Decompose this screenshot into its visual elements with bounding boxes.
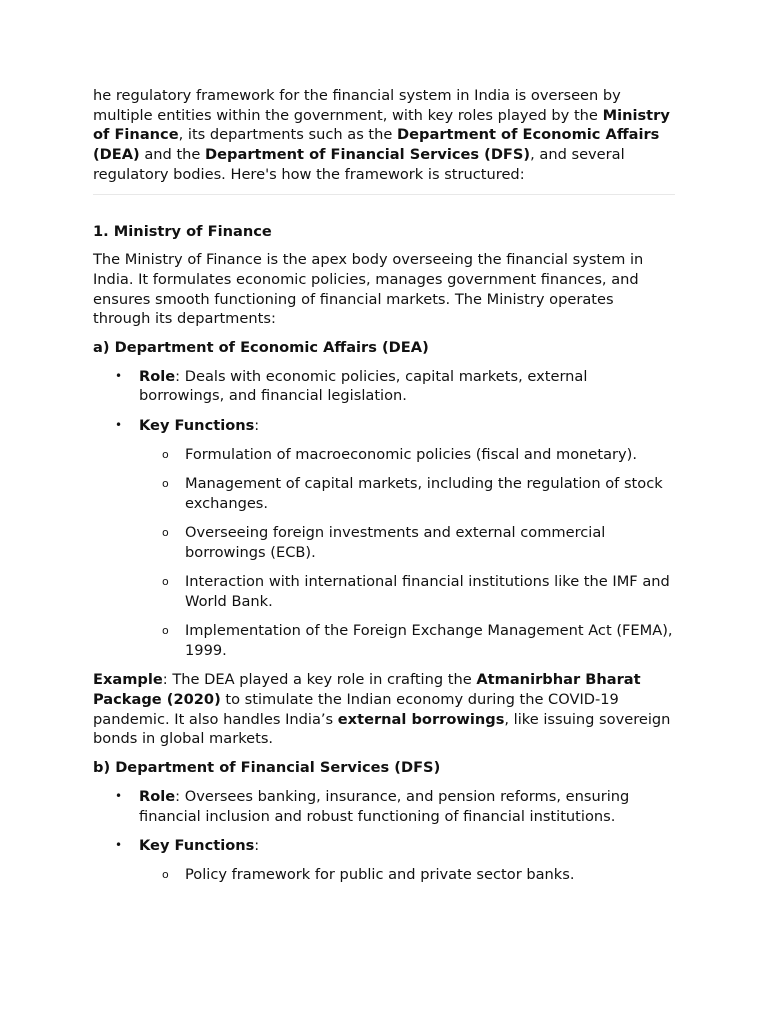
bullet-icon: • <box>115 417 123 432</box>
circle-bullet-icon: o <box>162 477 169 491</box>
list-item <box>139 523 675 562</box>
circle-bullet-icon: o <box>162 624 169 638</box>
function-text: Management of capital markets, including the regulation of stock exchanges. <box>185 475 663 513</box>
circle-bullet-icon: o <box>162 448 169 462</box>
circle-bullet-icon: o <box>162 526 169 540</box>
dfs-heading: b) Department of Financial Services (DFS) <box>93 759 441 777</box>
list-item <box>93 787 675 826</box>
dea-list <box>93 367 675 661</box>
function-text: Overseeing foreign investments and external commercial borrowings (ECB). <box>185 524 606 562</box>
intro-text: , its departments such as the <box>178 126 398 144</box>
list-item <box>139 865 675 885</box>
key-functions-label: Key Functions <box>139 416 255 434</box>
intro-text: and the <box>139 146 206 164</box>
function-text: Policy framework for public and private sector banks. <box>185 866 575 884</box>
list-item <box>93 367 675 406</box>
document-body <box>93 86 675 894</box>
dea-example-paragraph <box>93 670 675 749</box>
circle-bullet-icon: o <box>162 575 169 589</box>
example-text: to stimulate the Indian economy during the COVID-19 pandemic. It also handles India’s <box>93 691 619 728</box>
list-item <box>93 416 675 661</box>
intro-paragraph <box>93 86 675 185</box>
example-bold-borrowings: external borrowings <box>337 710 505 728</box>
bullet-icon: • <box>115 368 123 383</box>
role-label: Role <box>139 787 176 805</box>
dea-functions-list <box>139 445 675 661</box>
example-bold-package: Atmanirbhar Bharat Package (2020) <box>93 671 641 709</box>
function-text: Implementation of the Foreign Exchange Management Act (FEMA), 1999. <box>185 622 673 660</box>
function-text: Interaction with international financial institutions like the IMF and World Bank. <box>185 573 670 611</box>
list-item <box>139 621 675 660</box>
list-item <box>139 572 675 611</box>
function-text: Formulation of macroeconomic policies (fiscal and monetary). <box>185 446 637 464</box>
example-text: , like issuing sovereign bonds in global markets. <box>93 710 671 748</box>
list-item <box>93 836 675 885</box>
role-label: Role <box>139 367 176 385</box>
key-functions-colon: : <box>254 836 260 854</box>
role-text: : Oversees banking, insurance, and pension reforms, ensuring financial inclusion and robust functioning of financial institutions. <box>139 787 630 825</box>
dfs-functions-list <box>139 865 675 885</box>
circle-bullet-icon: o <box>162 868 169 882</box>
list-item <box>139 445 675 465</box>
intro-text: , and several regulatory bodies. Here's how the framework is structured: <box>93 146 625 183</box>
bullet-icon: • <box>115 837 123 852</box>
ministry-paragraph: The Ministry of Finance is the apex body overseeing the financial system in India. It formulates economic policies, manages government finances, and ensures smooth functioning of financial markets. The Ministry operates through its departments: <box>93 251 644 328</box>
example-label: Example <box>93 671 163 689</box>
example-text: : The DEA played a key role in crafting the <box>162 671 477 689</box>
dea-heading: a) Department of Economic Affairs (DEA) <box>93 339 429 357</box>
key-functions-label: Key Functions <box>139 836 255 854</box>
divider <box>93 194 675 195</box>
role-text: : Deals with economic policies, capital markets, external borrowings, and financial legislation. <box>139 367 588 405</box>
section-heading-ministry: 1. Ministry of Finance <box>93 222 272 240</box>
intro-bold-ministry: Ministry of Finance <box>93 106 670 144</box>
intro-text: he regulatory framework for the financial system in India is overseen by multiple entities within the government, with key roles played by the <box>93 87 621 124</box>
intro-bold-dfs: Department of Financial Services (DFS) <box>205 146 531 164</box>
intro-bold-dea: Department of Economic Affairs (DEA) <box>93 126 660 164</box>
key-functions-colon: : <box>254 416 260 434</box>
dfs-list <box>93 787 675 885</box>
list-item <box>139 474 675 513</box>
bullet-icon: • <box>115 788 123 803</box>
